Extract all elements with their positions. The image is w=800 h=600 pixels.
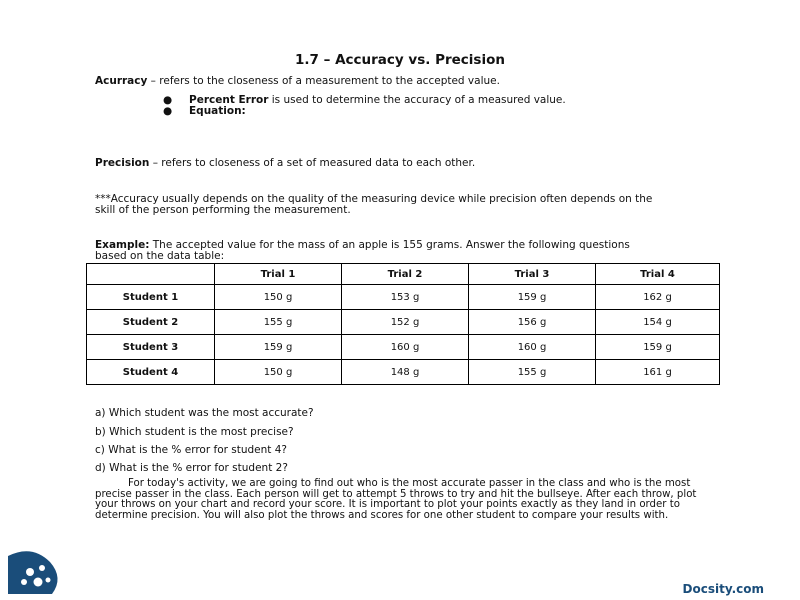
table-header-row [87, 264, 720, 285]
table-cell: 148 g [342, 360, 469, 385]
table-cell: 155 g [469, 360, 596, 385]
table-cell: 159 g [215, 335, 342, 360]
row-label: Student 3 [87, 335, 215, 360]
bullet-percent-error-text: is used to determine the accuracy of a measured value. [268, 94, 566, 106]
bullet-percent-error-bold: Percent Error [189, 94, 269, 106]
table-cell: 150 g [215, 285, 342, 310]
docsity-brand[interactable]: Docsity.com [682, 582, 764, 596]
data-table [86, 263, 720, 385]
table-cell: 160 g [469, 335, 596, 360]
precision-definition [95, 157, 715, 170]
question-a: a) Which student was the most accurate? [95, 407, 314, 419]
bullet-dot: ● [163, 94, 173, 106]
precision-text: – refers to closeness of a set of measured data to each other. [149, 157, 476, 169]
table-cell: 159 g [596, 335, 720, 360]
table-cell: 160 g [342, 335, 469, 360]
table-cell: 153 g [342, 285, 469, 310]
accuracy-term: Acurracy [95, 75, 148, 87]
table-cell: 162 g [596, 285, 720, 310]
table-row [87, 310, 720, 335]
accuracy-definition [95, 75, 715, 88]
activity-paragraph: For today's activity, we are going to find out who is the most accurate passer in the class and who is the most precise passer in the class. Each person will get to attempt 5 throws to try and hit the bullseye. After each throw, plot your throws on your chart and record your score. It is important to plot your points exactly as they land in order to determine precision. You will also plot the throws and scores for one other student to compare your results with. [95, 478, 697, 521]
table-row [87, 285, 720, 310]
question-b: b) Which student is the most precise? [95, 426, 294, 438]
accuracy-text: – refers to the closeness of a measurement to the accepted value. [147, 75, 500, 87]
docsity-logo-icon [8, 538, 64, 594]
table-cell: 152 g [342, 310, 469, 335]
table-header-cell: Trial 2 [342, 264, 469, 285]
table-cell: 156 g [469, 310, 596, 335]
bullet-dot: ● [163, 105, 173, 117]
example-text: The accepted value for the mass of an apple is 155 grams. Answer the following questions [149, 239, 630, 251]
note-line-2: skill of the person performing the measurement. [95, 204, 351, 216]
bullet-equation-bold: Equation: [189, 105, 246, 117]
row-label: Student 4 [87, 360, 215, 385]
page-title: 1.7 – Accuracy vs. Precision [295, 52, 505, 68]
table-cell: 161 g [596, 360, 720, 385]
note-line-1: ***Accuracy usually depends on the quality of the measuring device while precision often depends on the [95, 193, 653, 205]
bullet-equation [189, 105, 246, 118]
question-c: c) What is the % error for student 4? [95, 444, 288, 456]
table-cell: 159 g [469, 285, 596, 310]
table-header-cell: Trial 3 [469, 264, 596, 285]
table-header-cell: Trial 4 [596, 264, 720, 285]
table-header-cell [87, 264, 215, 285]
example-label: Example: [95, 239, 150, 251]
row-label: Student 1 [87, 285, 215, 310]
table-cell: 150 g [215, 360, 342, 385]
table-cell: 154 g [596, 310, 720, 335]
table-cell: 155 g [215, 310, 342, 335]
table-row [87, 335, 720, 360]
row-label: Student 2 [87, 310, 215, 335]
question-d: d) What is the % error for student 2? [95, 462, 288, 474]
precision-term: Precision [95, 157, 150, 169]
example-line-2: based on the data table: [95, 250, 225, 262]
table-row [87, 360, 720, 385]
table-header-cell: Trial 1 [215, 264, 342, 285]
